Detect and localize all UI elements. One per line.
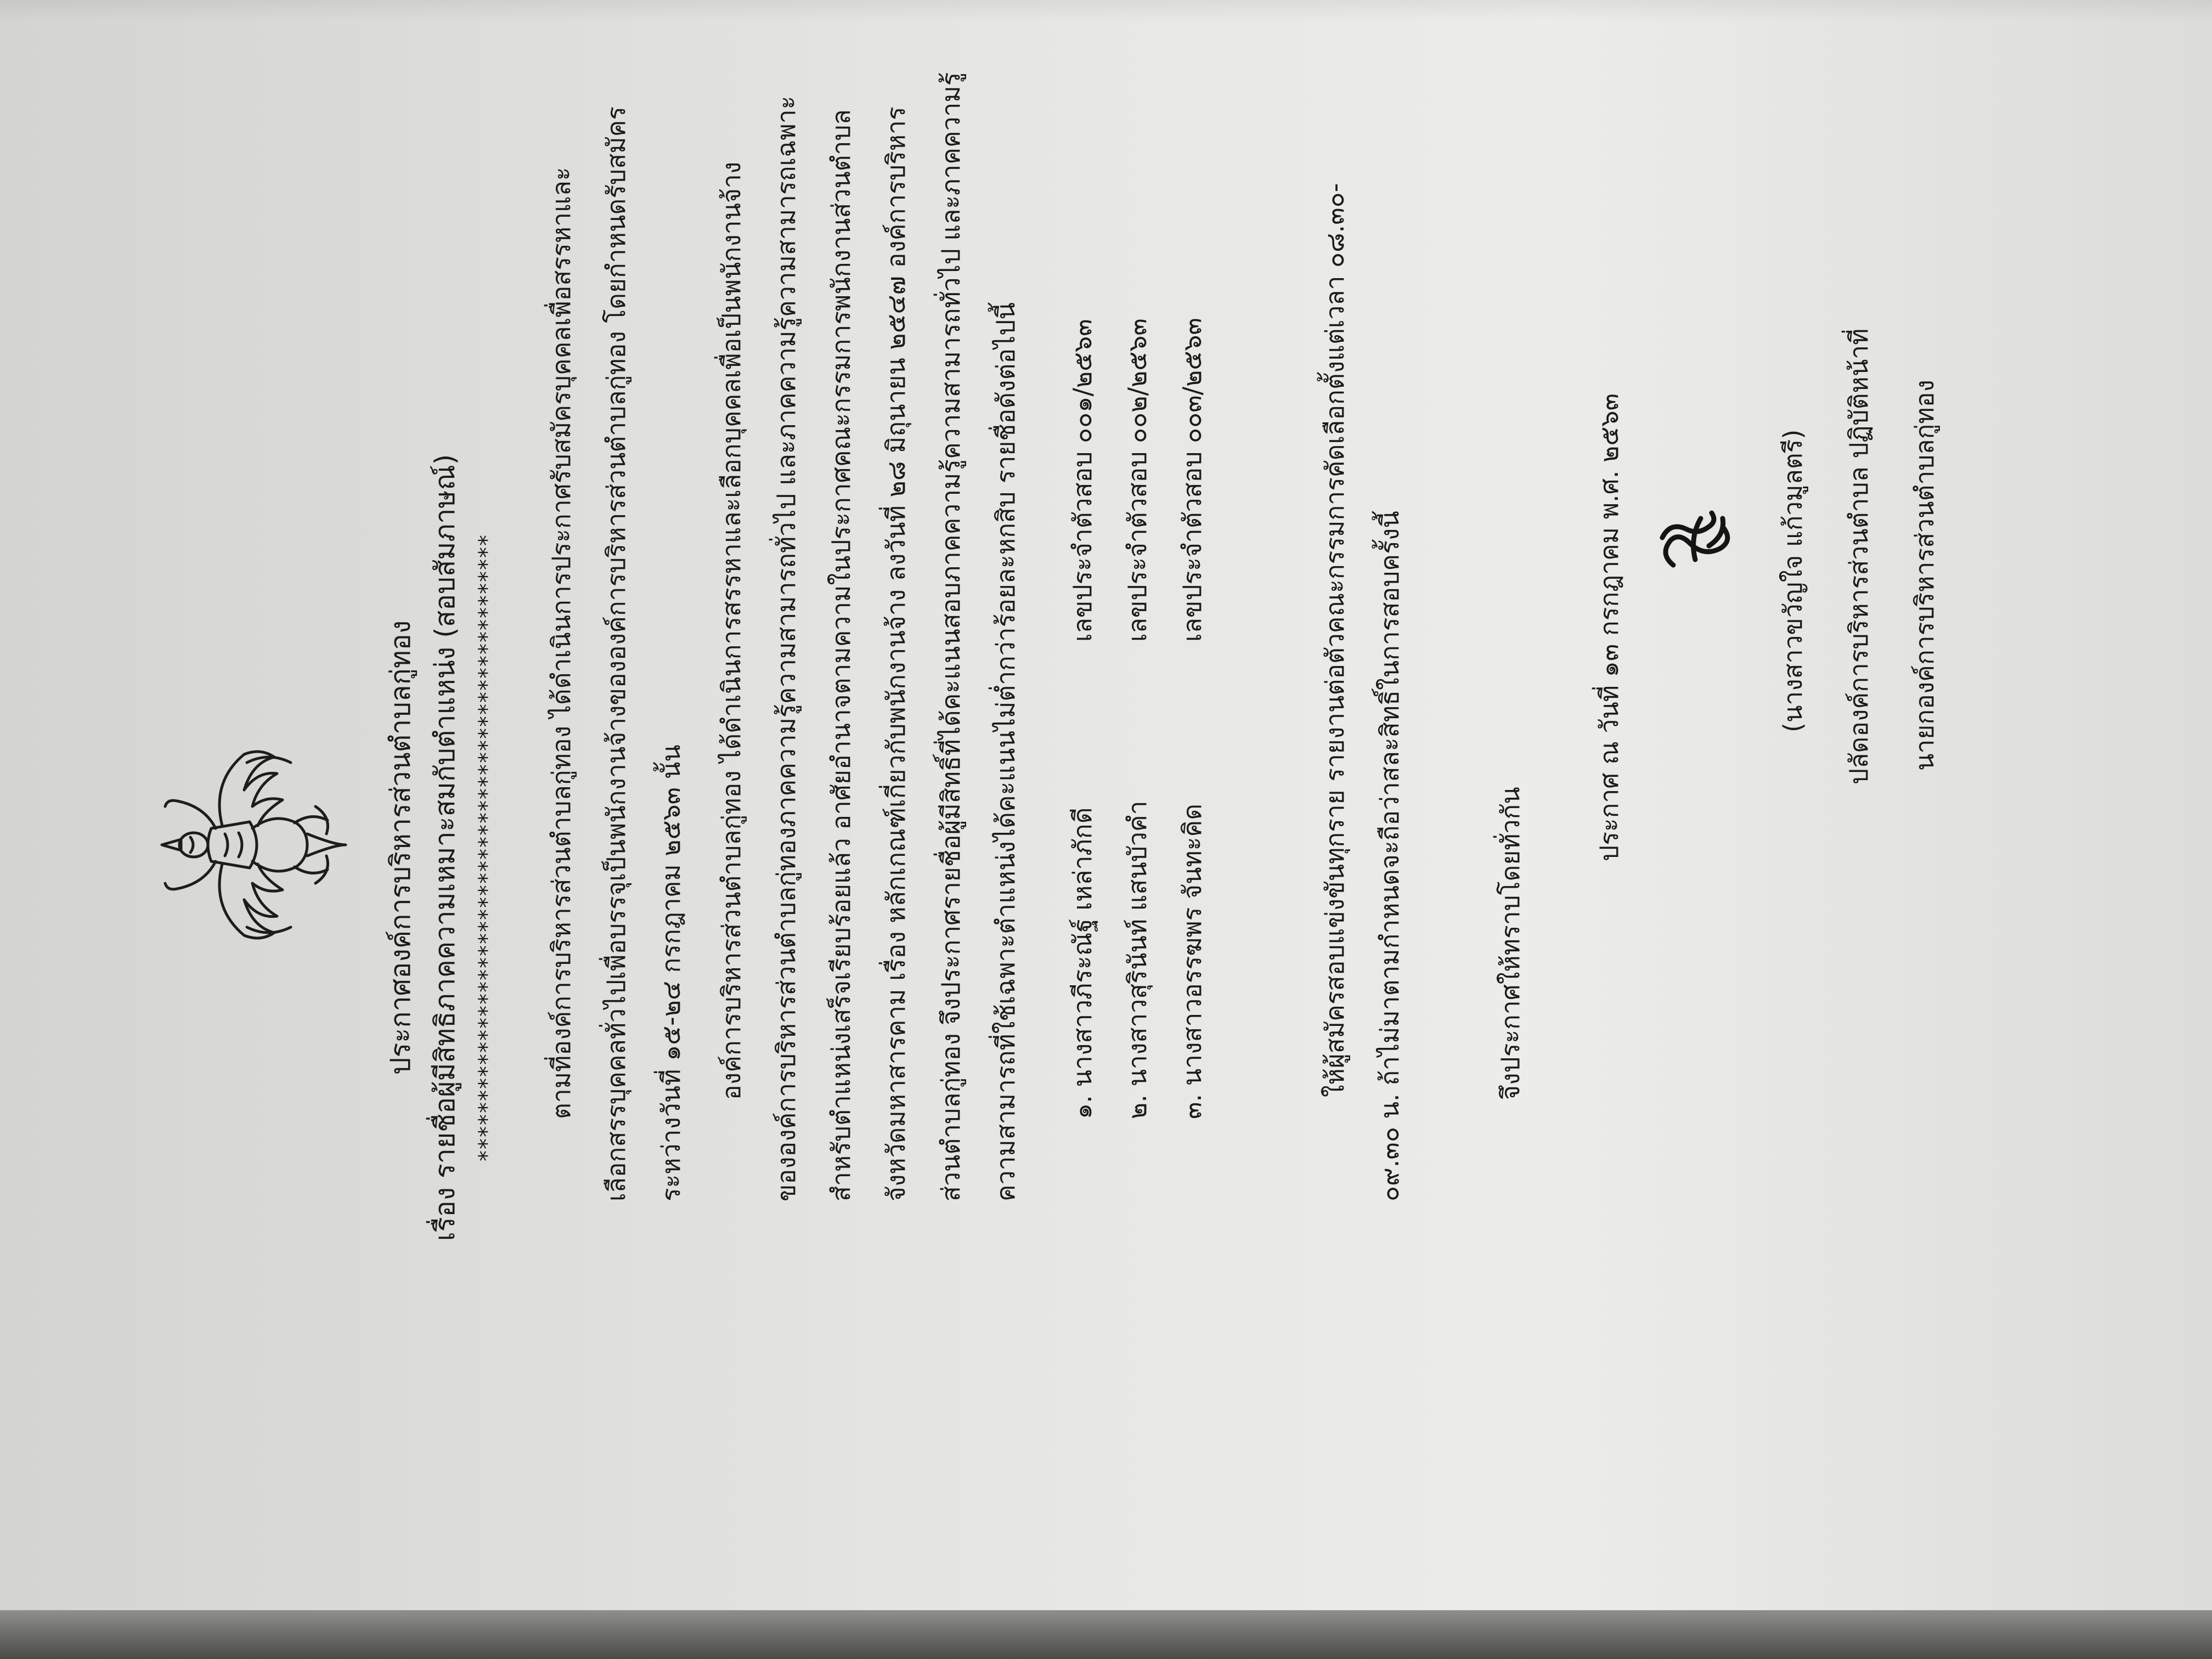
paragraph3-line2: ๐๙.๓๐ น. ถ้าไม่มาตามกำหนดจะถือว่าสละสิทธิ์ในการสอบครั้งนี้ xyxy=(1375,511,1404,1201)
header-divider: **************************************************** xyxy=(475,534,500,1161)
candidate-name: ๓. นางสาวอรรฆพร จันทะคิด xyxy=(1177,803,1207,1119)
paragraph2-line3: สำหรับตำแหน่งเสร็จเรียบร้อยแล้ว อาศัยอำนาจตามความในประกาศคณะกรรมการพนักงานส่วนตำบล xyxy=(826,109,856,1201)
paragraph1-line2: เลือกสรรบุคคลทั่วไปเพื่อบรรจุเป็นพนักงานจ้างขององค์การบริหารส่วนตำบลกู่ทอง โดยกำหนดรับสมัคร xyxy=(601,106,631,1201)
paragraph2-line5: ส่วนตำบลกู่ทอง จึงประกาศรายชื่อผู้มีสิทธิ์ที่ได้คะแนนสอบภาคความรู้ความสามารถทั่วไป และภาคความรู้ xyxy=(936,72,966,1201)
candidate-exam-number: เลขประจำตัวสอบ ๐๐๑/๒๕๖๓ xyxy=(1068,319,1097,642)
announcement-subject: เรื่อง รายชื่อผู้มีสิทธิภาคความเหมาะสมกับตำแหน่ง (สอบสัมภาษณ์) xyxy=(429,454,461,1242)
paragraph1-line3: ระหว่างวันที่ ๑๕-๒๔ กรกฎาคม ๒๕๖๓ นั้น xyxy=(656,744,686,1201)
candidate-name: ๑. นางสาวภีระณัฐ์ เหล่าภักดี xyxy=(1068,807,1097,1119)
announcement-date: ประกาศ ณ วันที่ ๑๓ กรกฎาคม พ.ศ. ๒๕๖๓ xyxy=(1594,393,1624,861)
closing-line: จึงประกาศให้ทราบโดยทั่วกัน xyxy=(1496,787,1525,1100)
paragraph3-line1: ให้ผู้สมัครสอบแข่งขันทุกราย รายงานต่อตัวคณะกรรมการคัดเลือกตั้งแต่เวลา ๐๘.๓๐- xyxy=(1320,183,1350,1097)
paragraph2-line4: จังหวัดมหาสารคาม เรื่อง หลักเกณฑ์เกี่ยวกับพนักงานจ้าง ลงวันที่ ๒๘ มิถุนายน ๒๕๔๗ องค์การบริหาร xyxy=(881,106,911,1201)
candidate-exam-number: เลขประจำตัวสอบ ๐๐๓/๒๕๖๓ xyxy=(1177,318,1207,642)
paragraph1-line1: ตามที่องค์การบริหารส่วนตำบลกู่ทอง ได้ดำเนินการประกาศรับสมัครบุคคลเพื่อสรรหาและ xyxy=(546,167,576,1119)
announcement-document xyxy=(0,38,2194,1657)
signatory-position-2: นายกองค์การบริหารส่วนตำบลกู่ทอง xyxy=(1910,380,1939,771)
candidate-name: ๒. นางสาวสุรินันท์ แสนบัวคำ xyxy=(1122,800,1152,1119)
handwritten-signature xyxy=(1657,499,1739,576)
garuda-emblem-icon xyxy=(151,741,359,949)
announcement-title: ประกาศองค์การบริหารส่วนตำบลกู่ทอง xyxy=(385,620,416,1075)
paragraph2-line2: ขององค์การบริหารส่วนตำบลกู่ทองภาคความรู้ความสามารถทั่วไป และภาคความรู้ความสามารถเฉพาะ xyxy=(771,95,801,1201)
paper-top-shadow xyxy=(0,0,2212,22)
paragraph2-line6: ความสามารถที่ใช้เฉพาะตำแหน่งได้คะแนนไม่ต่ำกว่าร้อยละหกสิบ รายชื่อดังต่อไปนี้ xyxy=(991,302,1020,1201)
signatory-position-1: ปลัดองค์การบริหารส่วนตำบล ปฏิบัติหน้าที่ xyxy=(1844,328,1874,785)
signatory-name: (นางสาวขวัญใจ แก้วมูลตรี) xyxy=(1778,429,1808,732)
paragraph2-line1: องค์การบริหารส่วนตำบลกู่ทอง ได้ดำเนินการสรรหาและเลือกบุคคลเพื่อเป็นพนักงานจ้าง xyxy=(716,161,746,1100)
candidate-exam-number: เลขประจำตัวสอบ ๐๐๒/๒๕๖๓ xyxy=(1122,318,1152,642)
